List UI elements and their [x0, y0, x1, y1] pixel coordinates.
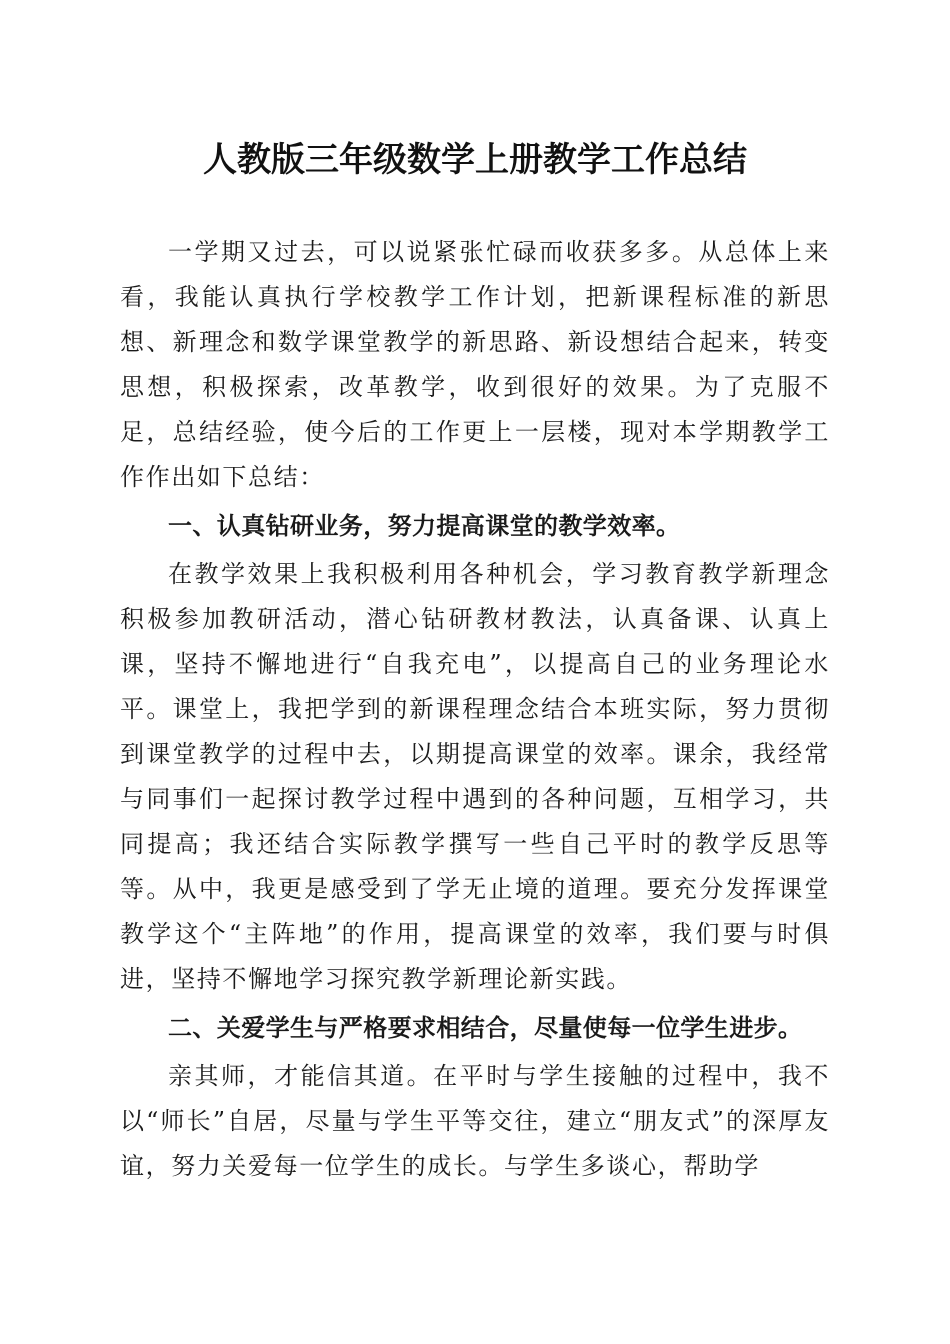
section-heading-2: 二、关爱学生与严格要求相结合，尽量使每一位学生进步。 [168, 1014, 803, 1042]
document-body [120, 230, 830, 1189]
document-title: 人教版三年级数学上册教学工作总结 [203, 140, 747, 180]
paragraph-section-2: 亲其师，才能信其道。在平时与学生接触的过程中，我不以“师长”自居，尽量与学生平等交往，建立“朋友式”的深厚友谊，努力关爱每一位学生的成长。与学生多谈心，帮助学 [120, 1062, 830, 1180]
section-heading-1: 一、认真钻研业务，努力提高课堂的教学效率。 [168, 512, 681, 540]
paragraph-intro: 一学期又过去，可以说紧张忙碌而收获多多。从总体上来看，我能认真执行学校教学工作计划，把新课程标准的新思想、新理念和数学课堂教学的新思路、新设想结合起来，转变思想，积极探索，改革教学，收到很好的效果。为了克服不足，总结经验，使今后的工作更上一层楼，现对本学期教学工作作出如下总结： [120, 238, 830, 491]
paragraph-section-1: 在教学效果上我积极利用各种机会，学习教育教学新理念积极参加教研活动，潜心钻研教材教法，认真备课、认真上课，坚持不懈地进行“自我充电”，以提高自己的业务理论水平。课堂上，我把学到的新课程理念结合本班实际，努力贯彻到课堂教学的过程中去，以期提高课堂的效率。课余，我经常与同事们一起探讨教学过程中遇到的各种问题，互相学习，共同提高；我还结合实际教学撰写一些自己平时的教学反思等等。从中，我更是感受到了学无止境的道理。要充分发挥课堂教学这个“主阵地”的作用，提高课堂的效率，我们要与时俱进，坚持不懈地学习探究教学新理论新实践。 [120, 560, 830, 993]
